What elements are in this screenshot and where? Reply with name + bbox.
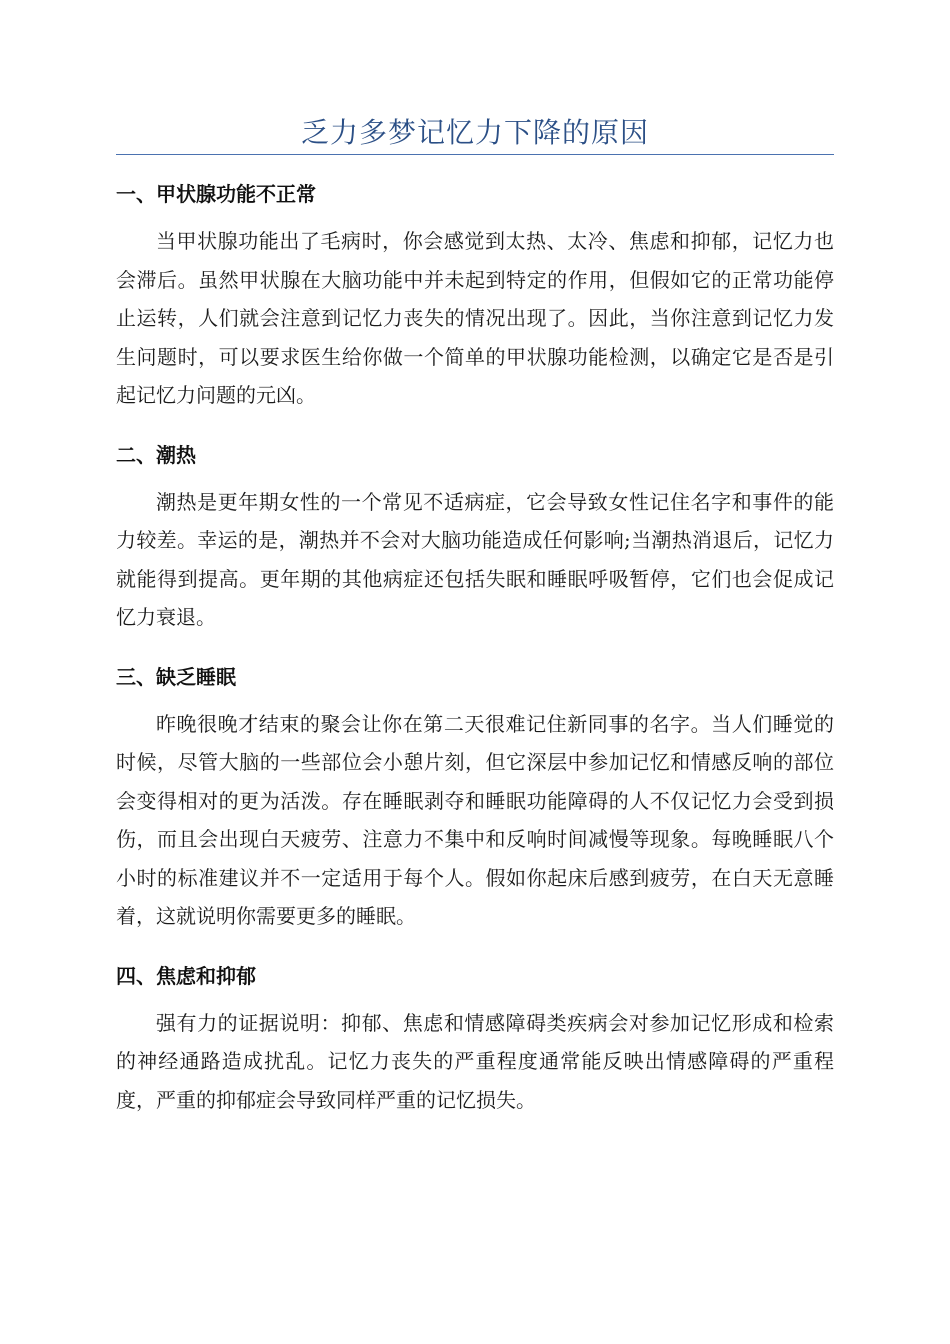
title-underline <box>116 154 834 155</box>
section-sleep-deprivation <box>116 661 834 936</box>
section-paragraph: 昨晚很晚才结束的聚会让你在第二天很难记住新同事的名字。当人们睡觉的时候，尽管大脑的一些部位会小憩片刻，但它深层中参加记忆和情感反响的部位会变得相对的更为活泼。存在睡眠剥夺和睡眠功能障碍的人不仅记忆力会受到损伤，而且会出现白天疲劳、注意力不集中和反响时间减慢等现象。每晚睡眠八个小时的标准建议并不一定适用于每个人。假如你起床后感到疲劳，在白天无意睡着，这就说明你需要更多的睡眠。 <box>116 711 834 928</box>
section-heading: 三、缺乏睡眠 <box>116 664 236 689</box>
section-paragraph: 潮热是更年期女性的一个常见不适病症，它会导致女性记住名字和事件的能力较差。幸运的是，潮热并不会对大脑功能造成任何影响;当潮热消退后，记忆力就能得到提高。更年期的其他病症还包括失眠和睡眠呼吸暂停，它们也会促成记忆力衰退。 <box>116 489 834 629</box>
section-paragraph: 当甲状腺功能出了毛病时，你会感觉到太热、太冷、焦虑和抑郁，记忆力也会滞后。虽然甲状腺在大脑功能中并未起到特定的作用，但假如它的正常功能停止运转，人们就会注意到记忆力丧失的情况出现了。因此，当你注意到记忆力发生问题时，可以要求医生给你做一个简单的甲状腺功能检测，以确定它是否是引起记忆力问题的元凶。 <box>116 229 834 407</box>
section-hot-flashes <box>116 439 834 637</box>
section-thyroid <box>116 178 834 415</box>
section-paragraph: 强有力的证据说明：抑郁、焦虑和情感障碍类疾病会对参加记忆形成和检索的神经通路造成扰乱。记忆力丧失的严重程度通常能反映出情感障碍的严重程度，严重的抑郁症会导致同样严重的记忆损失。 <box>116 1010 834 1112</box>
section-heading: 四、焦虑和抑郁 <box>116 963 256 988</box>
document-title: 乏力多梦记忆力下降的原因 <box>300 116 649 149</box>
document-body <box>116 178 834 1143</box>
section-anxiety-depression <box>116 960 834 1120</box>
section-heading: 一、甲状腺功能不正常 <box>116 182 316 206</box>
section-heading: 二、潮热 <box>116 442 196 467</box>
